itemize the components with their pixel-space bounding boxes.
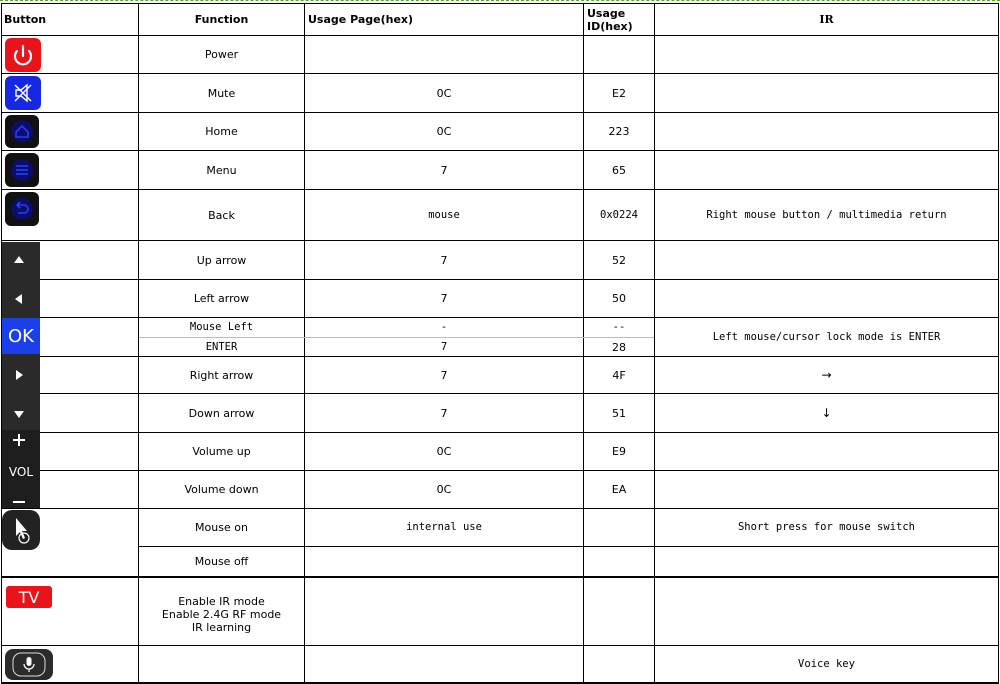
mute-button[interactable]	[5, 76, 41, 110]
function-tv-modes	[139, 588, 304, 640]
usage-page-power	[305, 36, 583, 73]
function-mute: Mute	[207, 86, 236, 100]
function-volume-down: Volume down	[184, 483, 259, 496]
microphone-icon	[5, 649, 53, 680]
usage-page-right: 7	[440, 368, 448, 382]
usage-page-volume-down: 0C	[436, 483, 452, 496]
function-volume-up: Volume up	[192, 445, 251, 458]
function-enter: ENTER	[205, 340, 238, 353]
ir-voice: Voice key	[798, 657, 855, 670]
usage-page-mute: 0C	[436, 86, 452, 100]
power-button[interactable]	[5, 38, 41, 72]
header-ir: IR	[819, 13, 834, 26]
usage-page-down: 7	[440, 406, 448, 420]
usage-id-volume-down: EA	[611, 483, 627, 496]
down-arrow-icon	[5, 400, 33, 428]
usage-id-mouse-left: --	[612, 321, 626, 333]
usage-id-home: 223	[608, 125, 630, 138]
menu-button[interactable]	[5, 153, 39, 187]
up-button[interactable]	[5, 245, 33, 273]
right-button[interactable]	[5, 361, 33, 389]
usage-page-menu: 7	[440, 163, 448, 177]
usage-page-up: 7	[440, 253, 448, 267]
header-usage-page: Usage Page(hex)	[308, 13, 414, 26]
usage-id-up: 52	[612, 253, 626, 267]
header-usage-id: Usage ID(hex)	[587, 6, 633, 33]
ir-mouse-on: Short press for mouse switch	[737, 521, 915, 533]
top-dashed-border	[0, 0, 1000, 1]
usage-id-volume-up: E9	[612, 445, 626, 458]
function-left: Left arrow	[193, 292, 250, 305]
function-down: Down arrow	[188, 406, 255, 420]
mute-icon	[5, 76, 41, 110]
ok-label: OK	[8, 325, 34, 347]
function-up: Up arrow	[196, 253, 247, 267]
voice-button[interactable]	[5, 649, 53, 680]
function-ir-learning: IR learning	[191, 620, 252, 634]
function-back: Back	[208, 208, 235, 222]
usage-page-left: 7	[440, 292, 448, 305]
usage-page-mouse-left: -	[440, 321, 448, 333]
usage-page-back: mouse	[428, 208, 460, 221]
usage-page-enter: 7	[440, 340, 448, 353]
function-mouse-off: Mouse off	[194, 555, 249, 568]
ir-down: ↓	[821, 405, 832, 420]
usage-id-down: 51	[612, 406, 626, 420]
ir-ok: Left mouse/cursor lock mode is ENTER	[712, 330, 941, 343]
usage-page-home: 0C	[436, 125, 452, 138]
usage-id-enter: 28	[612, 340, 626, 354]
home-button[interactable]	[5, 115, 39, 148]
function-rf-mode: Enable 2.4G RF mode	[161, 607, 282, 621]
header-function: Function	[194, 13, 249, 26]
header-button: Button	[4, 13, 47, 26]
left-arrow-icon	[5, 285, 33, 313]
home-icon	[5, 115, 39, 148]
usage-page-mouse-on: internal use	[406, 521, 482, 533]
ir-back: Right mouse button / multimedia return	[706, 208, 947, 221]
usage-page-volume-up: 0C	[436, 445, 452, 458]
mouse-cursor-icon	[2, 510, 40, 550]
volume-down-button[interactable]	[5, 492, 33, 508]
function-home: Home	[205, 125, 238, 138]
ir-right: →	[821, 367, 832, 382]
power-icon	[5, 38, 41, 72]
back-icon	[5, 192, 39, 226]
tv-button[interactable]	[6, 586, 52, 608]
menu-icon	[5, 153, 39, 187]
usage-id-back: 0x0224	[600, 208, 638, 221]
up-arrow-icon	[5, 245, 33, 273]
tv-label: TV	[18, 587, 40, 607]
ok-button[interactable]	[2, 318, 40, 354]
function-power: Power	[204, 48, 239, 61]
plus-icon	[5, 430, 33, 452]
function-menu: Menu	[206, 163, 237, 177]
usage-id-left: 50	[612, 292, 626, 305]
left-button[interactable]	[5, 285, 33, 313]
mouse-button[interactable]	[2, 510, 40, 550]
usage-id-menu: 65	[612, 163, 626, 177]
volume-up-button[interactable]	[5, 430, 33, 452]
back-button[interactable]	[5, 192, 39, 226]
vol-label: VOL	[8, 464, 34, 479]
function-voice	[139, 646, 304, 682]
usage-id-right: 4F	[612, 368, 626, 382]
function-mouse-on: Mouse on	[195, 521, 248, 534]
right-arrow-icon	[5, 361, 33, 389]
function-ir-mode: Enable IR mode	[178, 594, 265, 608]
usage-id-mute: E2	[612, 86, 626, 100]
function-right: Right arrow	[189, 368, 254, 382]
minus-icon	[5, 492, 33, 508]
down-button[interactable]	[5, 400, 33, 428]
function-mouse-left: Mouse Left	[189, 321, 254, 333]
